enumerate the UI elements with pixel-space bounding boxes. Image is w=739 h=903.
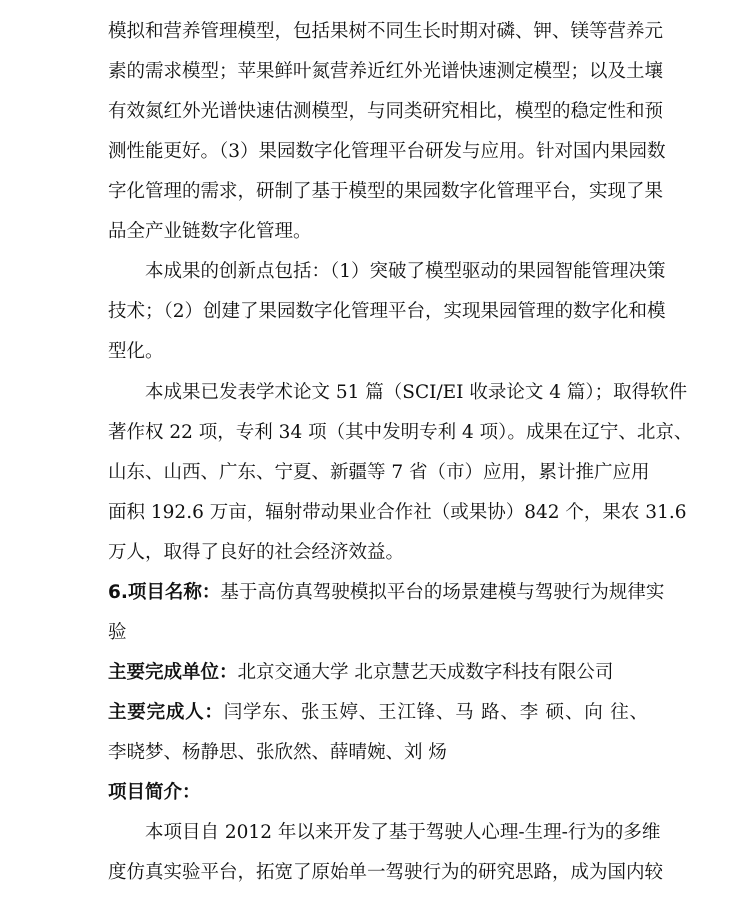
people-line-2: 李晓梦、杨静思、张欣然、薛晴婉、刘 炀 bbox=[108, 742, 447, 763]
intro-heading bbox=[108, 781, 648, 805]
text-line: 字化管理的需求，研制了基于模型的果园数字化管理平台，实现了果 bbox=[108, 181, 664, 202]
text-line: 本成果已发表学术论文 51 篇（SCI/EI 收录论文 4 篇）；取得软件 bbox=[145, 382, 688, 403]
text-line: 山东、山西、广东、宁夏、新疆等 7 省（市）应用，累计推广应用 bbox=[108, 462, 650, 483]
project-name-line-2: 验 bbox=[108, 622, 127, 643]
intro-line: 本项目自 2012 年以来开发了基于驾驶人心理-生理-行为的多维 bbox=[145, 822, 661, 843]
text-line: 面积 192.6 万亩，辐射带动果业合作社（或果协）842 个，果农 31.6 bbox=[108, 502, 687, 523]
intro-line: 度仿真实验平台，拓宽了原始单一驾驶行为的研究思路，成为国内较 bbox=[108, 862, 664, 883]
people-line bbox=[108, 701, 648, 725]
project-name-value: 基于高仿真驾驶模拟平台的场景建模与驾驶行为规律实 bbox=[220, 582, 665, 603]
text-line: 型化。 bbox=[108, 341, 164, 362]
text-line: 技术；（2）创建了果园数字化管理平台，实现果园管理的数字化和模 bbox=[108, 301, 666, 322]
text-line: 万人，取得了良好的社会经济效益。 bbox=[108, 542, 405, 563]
text-line: 模拟和营养管理模型，包括果树不同生长时期对磷、钾、镁等营养元 bbox=[108, 21, 664, 42]
text-line: 素的需求模型；苹果鲜叶氮营养近红外光谱快速测定模型；以及土壤 bbox=[108, 61, 664, 82]
unit-label: 主要完成单位： bbox=[108, 662, 238, 683]
people-label: 主要完成人： bbox=[108, 702, 224, 723]
project-name-line bbox=[108, 581, 665, 605]
text-line: 有效氮红外光谱快速估测模型，与同类研究相比，模型的稳定性和预 bbox=[108, 101, 664, 122]
text-line: 品全产业链数字化管理。 bbox=[108, 221, 312, 242]
text-line: 测性能更好。（3）果园数字化管理平台研发与应用。针对国内果园数 bbox=[108, 141, 666, 162]
text-line: 本成果的创新点包括：（1）突破了模型驱动的果园智能管理决策 bbox=[145, 261, 666, 282]
project-name-label: 6.项目名称： bbox=[108, 582, 221, 603]
unit-value: 北京交通大学 北京慧艺天成数字科技有限公司 bbox=[237, 662, 614, 683]
intro-label: 项目简介： bbox=[108, 782, 201, 803]
unit-line bbox=[108, 661, 648, 685]
people-value: 闫学东、张玉婷、王江锋、马 路、李 硕、向 往、 bbox=[223, 702, 648, 723]
text-line: 著作权 22 项，专利 34 项（其中发明专利 4 项）。成果在辽宁、北京、 bbox=[108, 422, 693, 443]
